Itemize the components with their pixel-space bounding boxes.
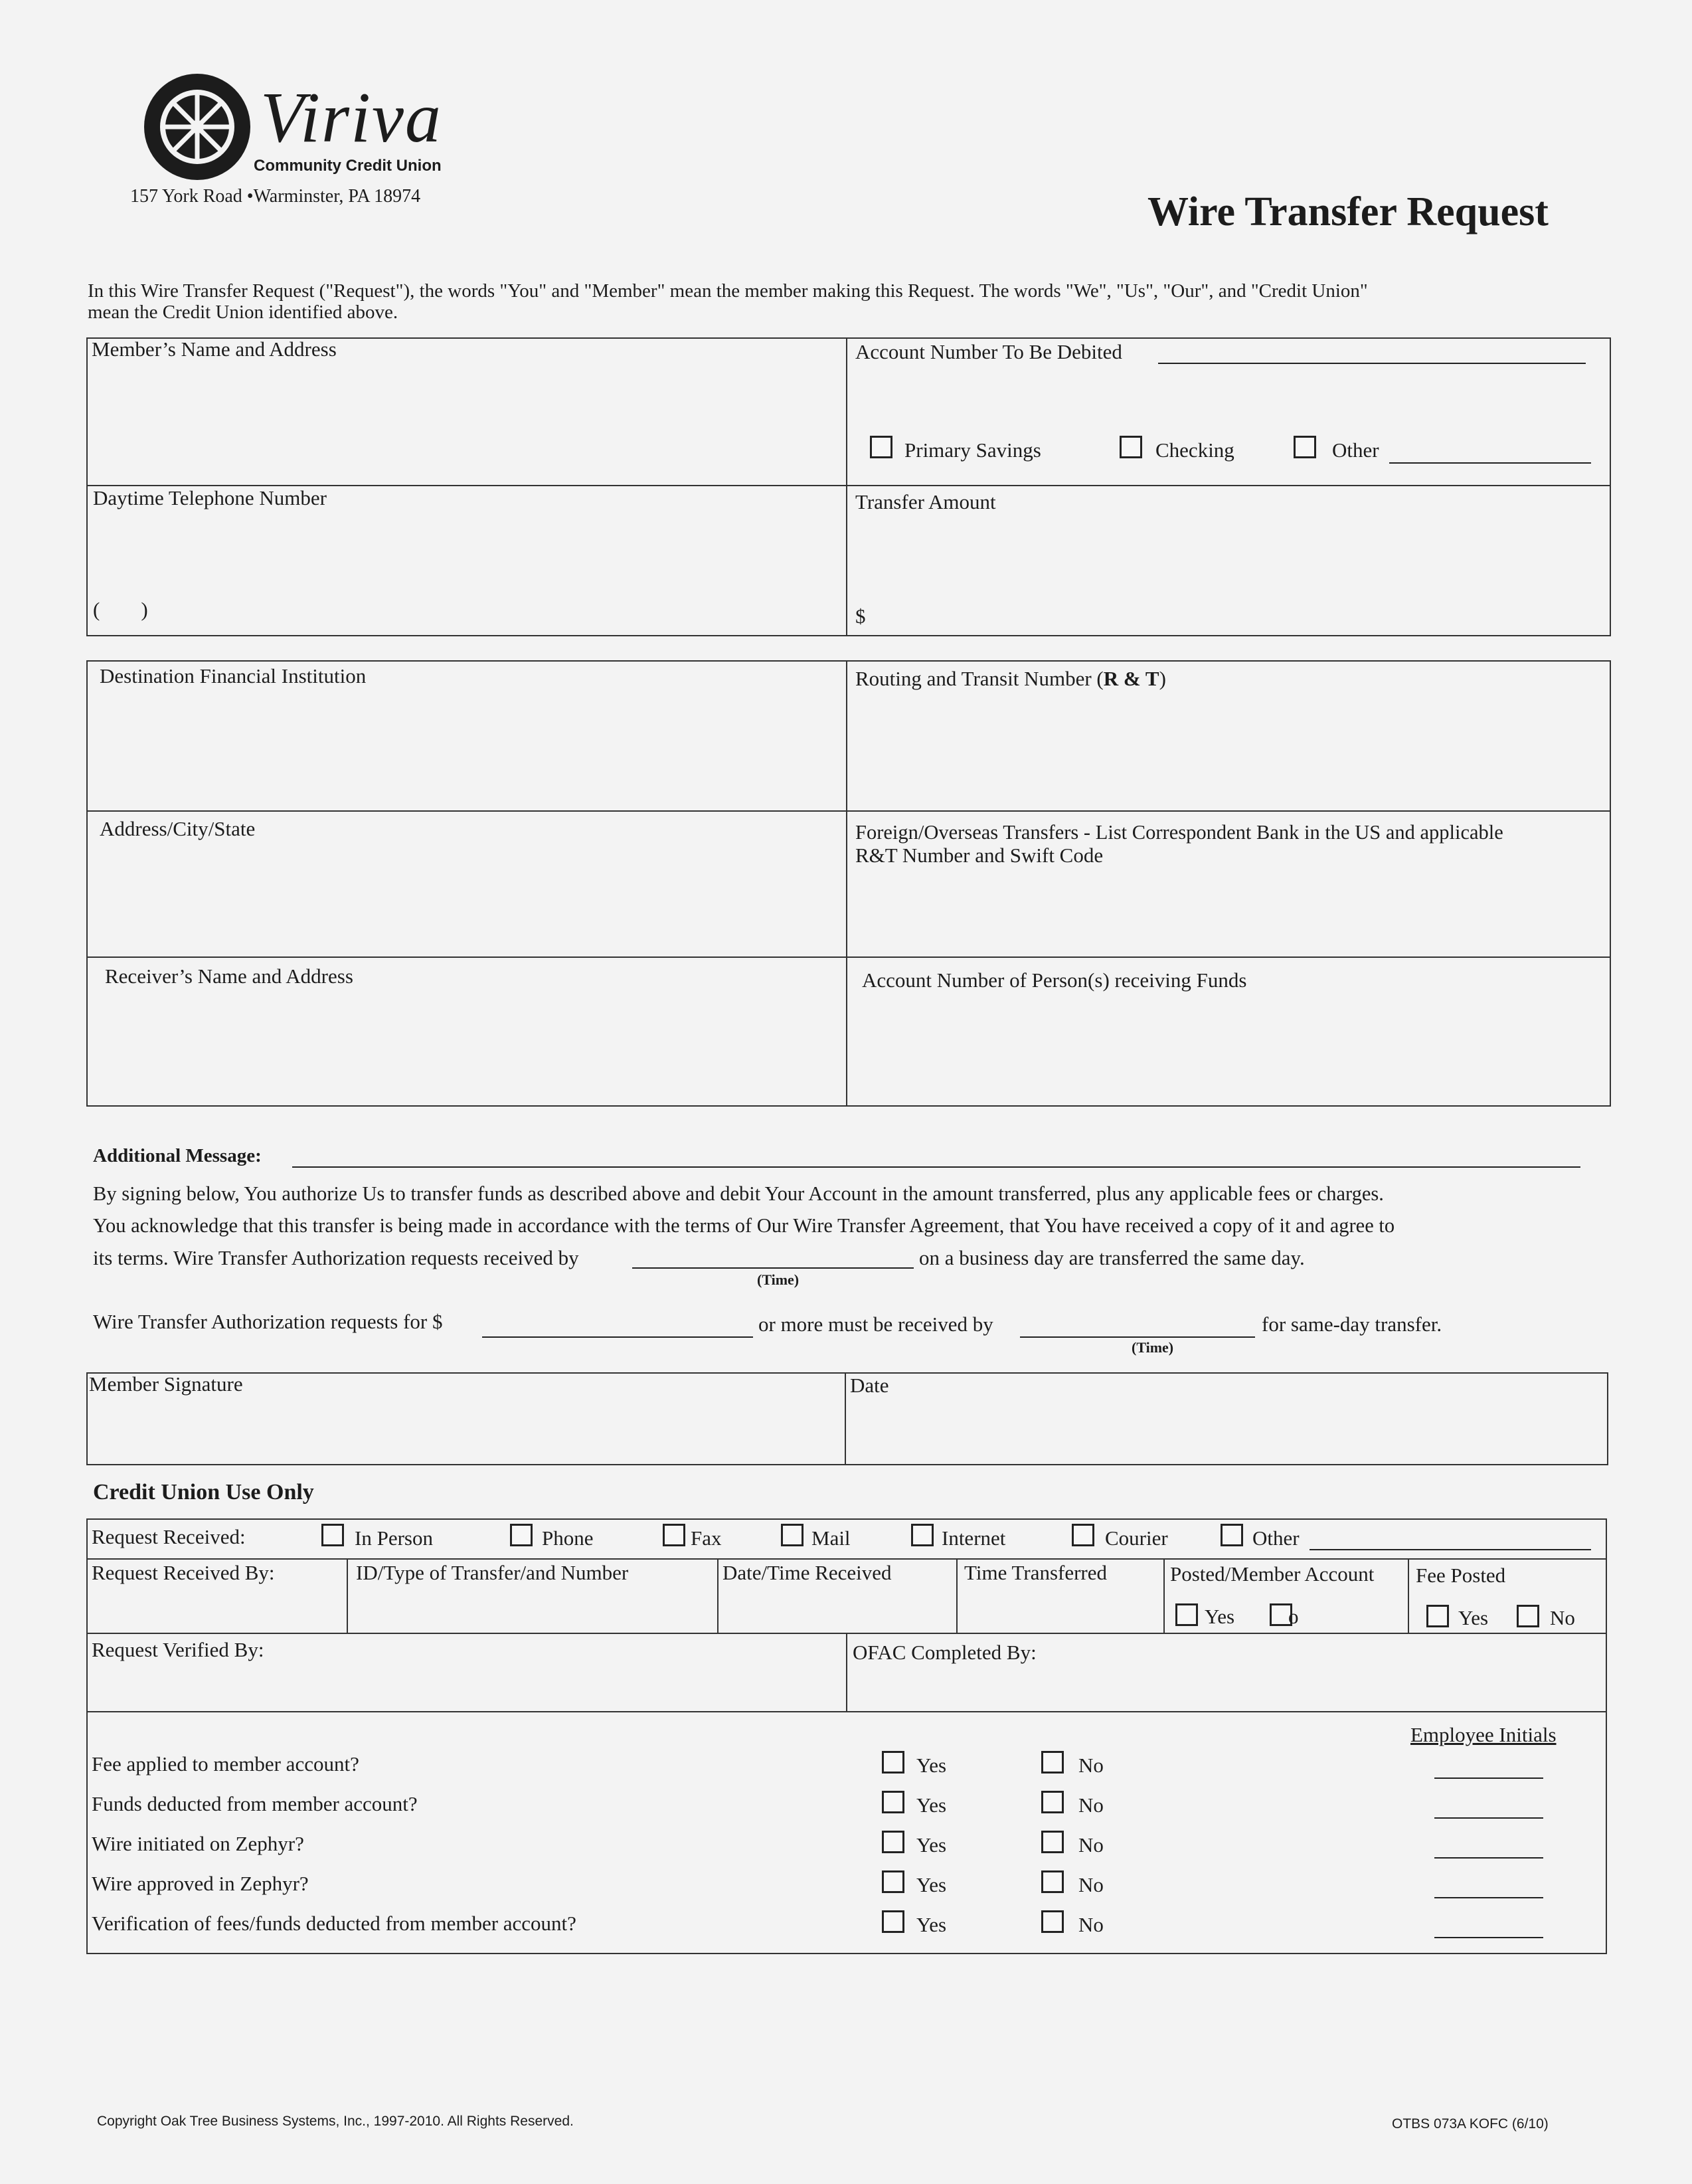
verification-yes-label: Yes [916, 1913, 947, 1936]
internet-label: Internet [942, 1526, 1006, 1550]
authorization-line-4c: for same-day transfer. [1262, 1313, 1442, 1336]
id-type-label: ID/Type of Transfer/and Number [356, 1561, 629, 1584]
logo-subtitle: Community Credit Union [254, 157, 442, 175]
question-funds-deducted: Funds deducted from member account? [92, 1792, 418, 1815]
other-received-checkbox[interactable] [1221, 1524, 1243, 1546]
posted-no-label: o [1288, 1605, 1299, 1628]
same-day-time-field[interactable] [632, 1249, 914, 1269]
daytime-phone-label: Daytime Telephone Number [93, 486, 327, 509]
posted-yes-label: Yes [1205, 1605, 1235, 1628]
verification-initials-field[interactable] [1434, 1917, 1543, 1938]
transfer-amount-label: Transfer Amount [855, 490, 996, 513]
wire-approved-yes-checkbox[interactable] [882, 1870, 904, 1893]
member-name-label: Member’s Name and Address [92, 337, 337, 361]
logo-emblem-icon [142, 72, 252, 182]
question-fee-applied: Fee applied to member account? [92, 1752, 359, 1775]
destination-table [86, 660, 1611, 1107]
wire-initiated-initials-field[interactable] [1434, 1837, 1543, 1859]
funds-deducted-yes-label: Yes [916, 1793, 947, 1817]
question-wire-initiated: Wire initiated on Zephyr? [92, 1832, 304, 1855]
additional-message-label: Additional Message: [93, 1145, 262, 1166]
fee-applied-yes-label: Yes [916, 1754, 947, 1777]
mail-label: Mail [811, 1526, 851, 1550]
funds-deducted-initials-field[interactable] [1434, 1797, 1543, 1819]
fax-label: Fax [691, 1526, 722, 1550]
receiver-name-label: Receiver’s Name and Address [105, 964, 353, 988]
authorization-line-1: By signing below, You authorize Us to transfer funds as described above and debit Your Account in the amount transferred, plus any applicable fees or charges. [93, 1182, 1384, 1205]
posted-yes-checkbox[interactable] [1175, 1603, 1198, 1626]
courier-label: Courier [1105, 1526, 1168, 1550]
fee-posted-yes-label: Yes [1458, 1606, 1489, 1629]
form-code: OTBS 073A KOFC (6/10) [1392, 2116, 1549, 2132]
funds-deducted-no-label: No [1078, 1793, 1104, 1817]
additional-message-field[interactable] [292, 1148, 1580, 1168]
fee-posted-no-checkbox[interactable] [1517, 1605, 1539, 1627]
credit-union-use-heading: Credit Union Use Only [93, 1480, 314, 1504]
internet-checkbox[interactable] [911, 1524, 934, 1546]
fee-applied-initials-field[interactable] [1434, 1758, 1543, 1779]
transfer-amount-dollar[interactable]: $ [855, 604, 866, 628]
phone-checkbox[interactable] [510, 1524, 533, 1546]
intro-line-1: In this Wire Transfer Request ("Request"), the words "You" and "Member" mean the member making this Request. The words "We", "Us", "Our", and "Credit Union" [88, 280, 1368, 302]
date-label: Date [850, 1374, 889, 1397]
account-debited-field[interactable] [1158, 344, 1586, 364]
authorization-line-4b: or more must be received by [758, 1313, 993, 1336]
amount-threshold-field[interactable] [482, 1313, 753, 1338]
member-signature-label: Member Signature [89, 1372, 243, 1396]
primary-savings-checkbox[interactable] [870, 436, 892, 458]
other-received-label: Other [1252, 1526, 1300, 1550]
foreign-transfers-label-2: R&T Number and Swift Code [855, 844, 1104, 867]
date-field[interactable] [851, 1399, 1603, 1460]
authorization-line-2: You acknowledge that this transfer is being made in accordance with the terms of Our Wire Transfer Agreement, that You have received a copy of it and agree to [93, 1214, 1395, 1237]
fee-applied-yes-checkbox[interactable] [882, 1751, 904, 1774]
other-account-field[interactable] [1389, 441, 1591, 464]
account-debited-label: Account Number To Be Debited [855, 340, 1122, 363]
checking-label: Checking [1155, 438, 1234, 462]
mail-checkbox[interactable] [781, 1524, 804, 1546]
time-transferred-label: Time Transferred [964, 1561, 1108, 1584]
ofac-completed-label: OFAC Completed By: [853, 1641, 1037, 1664]
authorization-line-4a: Wire Transfer Authorization requests for $ [93, 1310, 443, 1333]
verified-by-label: Request Verified By: [92, 1638, 264, 1661]
routing-number-label: Routing and Transit Number (R & T) [855, 667, 1166, 690]
question-wire-approved: Wire approved in Zephyr? [92, 1872, 309, 1895]
foreign-transfers-label-1: Foreign/Overseas Transfers - List Correspondent Bank in the US and applicable [855, 821, 1503, 844]
authorization-line-3a: its terms. Wire Transfer Authorization requests received by [93, 1246, 579, 1269]
wire-approved-no-label: No [1078, 1873, 1104, 1896]
fee-applied-no-checkbox[interactable] [1041, 1751, 1064, 1774]
intro-line-2: mean the Credit Union identified above. [88, 302, 398, 323]
authorization-line-3b: on a business day are transferred the same day. [919, 1246, 1305, 1269]
account-receiving-label: Account Number of Person(s) receiving Funds [862, 968, 1247, 992]
checking-checkbox[interactable] [1120, 436, 1142, 458]
time-caption-1: (Time) [757, 1271, 800, 1288]
employee-initials-label: Employee Initials [1410, 1723, 1557, 1746]
other-received-field[interactable] [1310, 1528, 1591, 1550]
request-received-label: Request Received: [92, 1525, 246, 1548]
time-caption-2: (Time) [1132, 1339, 1174, 1356]
fee-posted-label: Fee Posted [1416, 1564, 1506, 1587]
destination-institution-label: Destination Financial Institution [100, 664, 367, 687]
wire-initiated-yes-label: Yes [916, 1833, 947, 1857]
verification-yes-checkbox[interactable] [882, 1910, 904, 1933]
member-signature-field[interactable] [90, 1399, 839, 1460]
wire-approved-no-checkbox[interactable] [1041, 1870, 1064, 1893]
date-time-received-label: Date/Time Received [722, 1561, 892, 1584]
fax-checkbox[interactable] [663, 1524, 685, 1546]
phone-area-code[interactable]: ( ) [93, 598, 148, 621]
credit-union-address: 157 York Road •Warminster, PA 18974 [130, 186, 421, 207]
copyright-notice: Copyright Oak Tree Business Systems, Inc., 1997-2010. All Rights Reserved. [97, 2114, 574, 2129]
question-verification: Verification of fees/funds deducted from member account? [92, 1912, 576, 1935]
page-title: Wire Transfer Request [1147, 189, 1549, 234]
address-city-state-label: Address/City/State [100, 817, 256, 840]
fee-applied-no-label: No [1078, 1754, 1104, 1777]
wire-approved-yes-label: Yes [916, 1873, 947, 1896]
other-account-checkbox[interactable] [1294, 436, 1316, 458]
in-person-checkbox[interactable] [321, 1524, 344, 1546]
received-by-label: Request Received By: [92, 1561, 275, 1584]
phone-label: Phone [542, 1526, 594, 1550]
fee-posted-yes-checkbox[interactable] [1426, 1605, 1449, 1627]
other-account-label: Other [1332, 438, 1379, 462]
verification-no-label: No [1078, 1913, 1104, 1936]
logo-name: Viriva [260, 78, 442, 157]
funds-deducted-no-checkbox[interactable] [1041, 1791, 1064, 1813]
member-name-field[interactable] [93, 365, 839, 478]
primary-savings-label: Primary Savings [904, 438, 1041, 462]
wire-initiated-yes-checkbox[interactable] [882, 1831, 904, 1853]
wire-initiated-no-checkbox[interactable] [1041, 1831, 1064, 1853]
cutoff-time-field[interactable] [1020, 1313, 1255, 1338]
in-person-label: In Person [355, 1526, 433, 1550]
courier-checkbox[interactable] [1072, 1524, 1094, 1546]
wire-initiated-no-label: No [1078, 1833, 1104, 1857]
wire-approved-initials-field[interactable] [1434, 1877, 1543, 1898]
fee-posted-no-label: No [1550, 1606, 1575, 1629]
posted-member-account-label: Posted/Member Account [1170, 1562, 1375, 1586]
verification-no-checkbox[interactable] [1041, 1910, 1064, 1933]
funds-deducted-yes-checkbox[interactable] [882, 1791, 904, 1813]
